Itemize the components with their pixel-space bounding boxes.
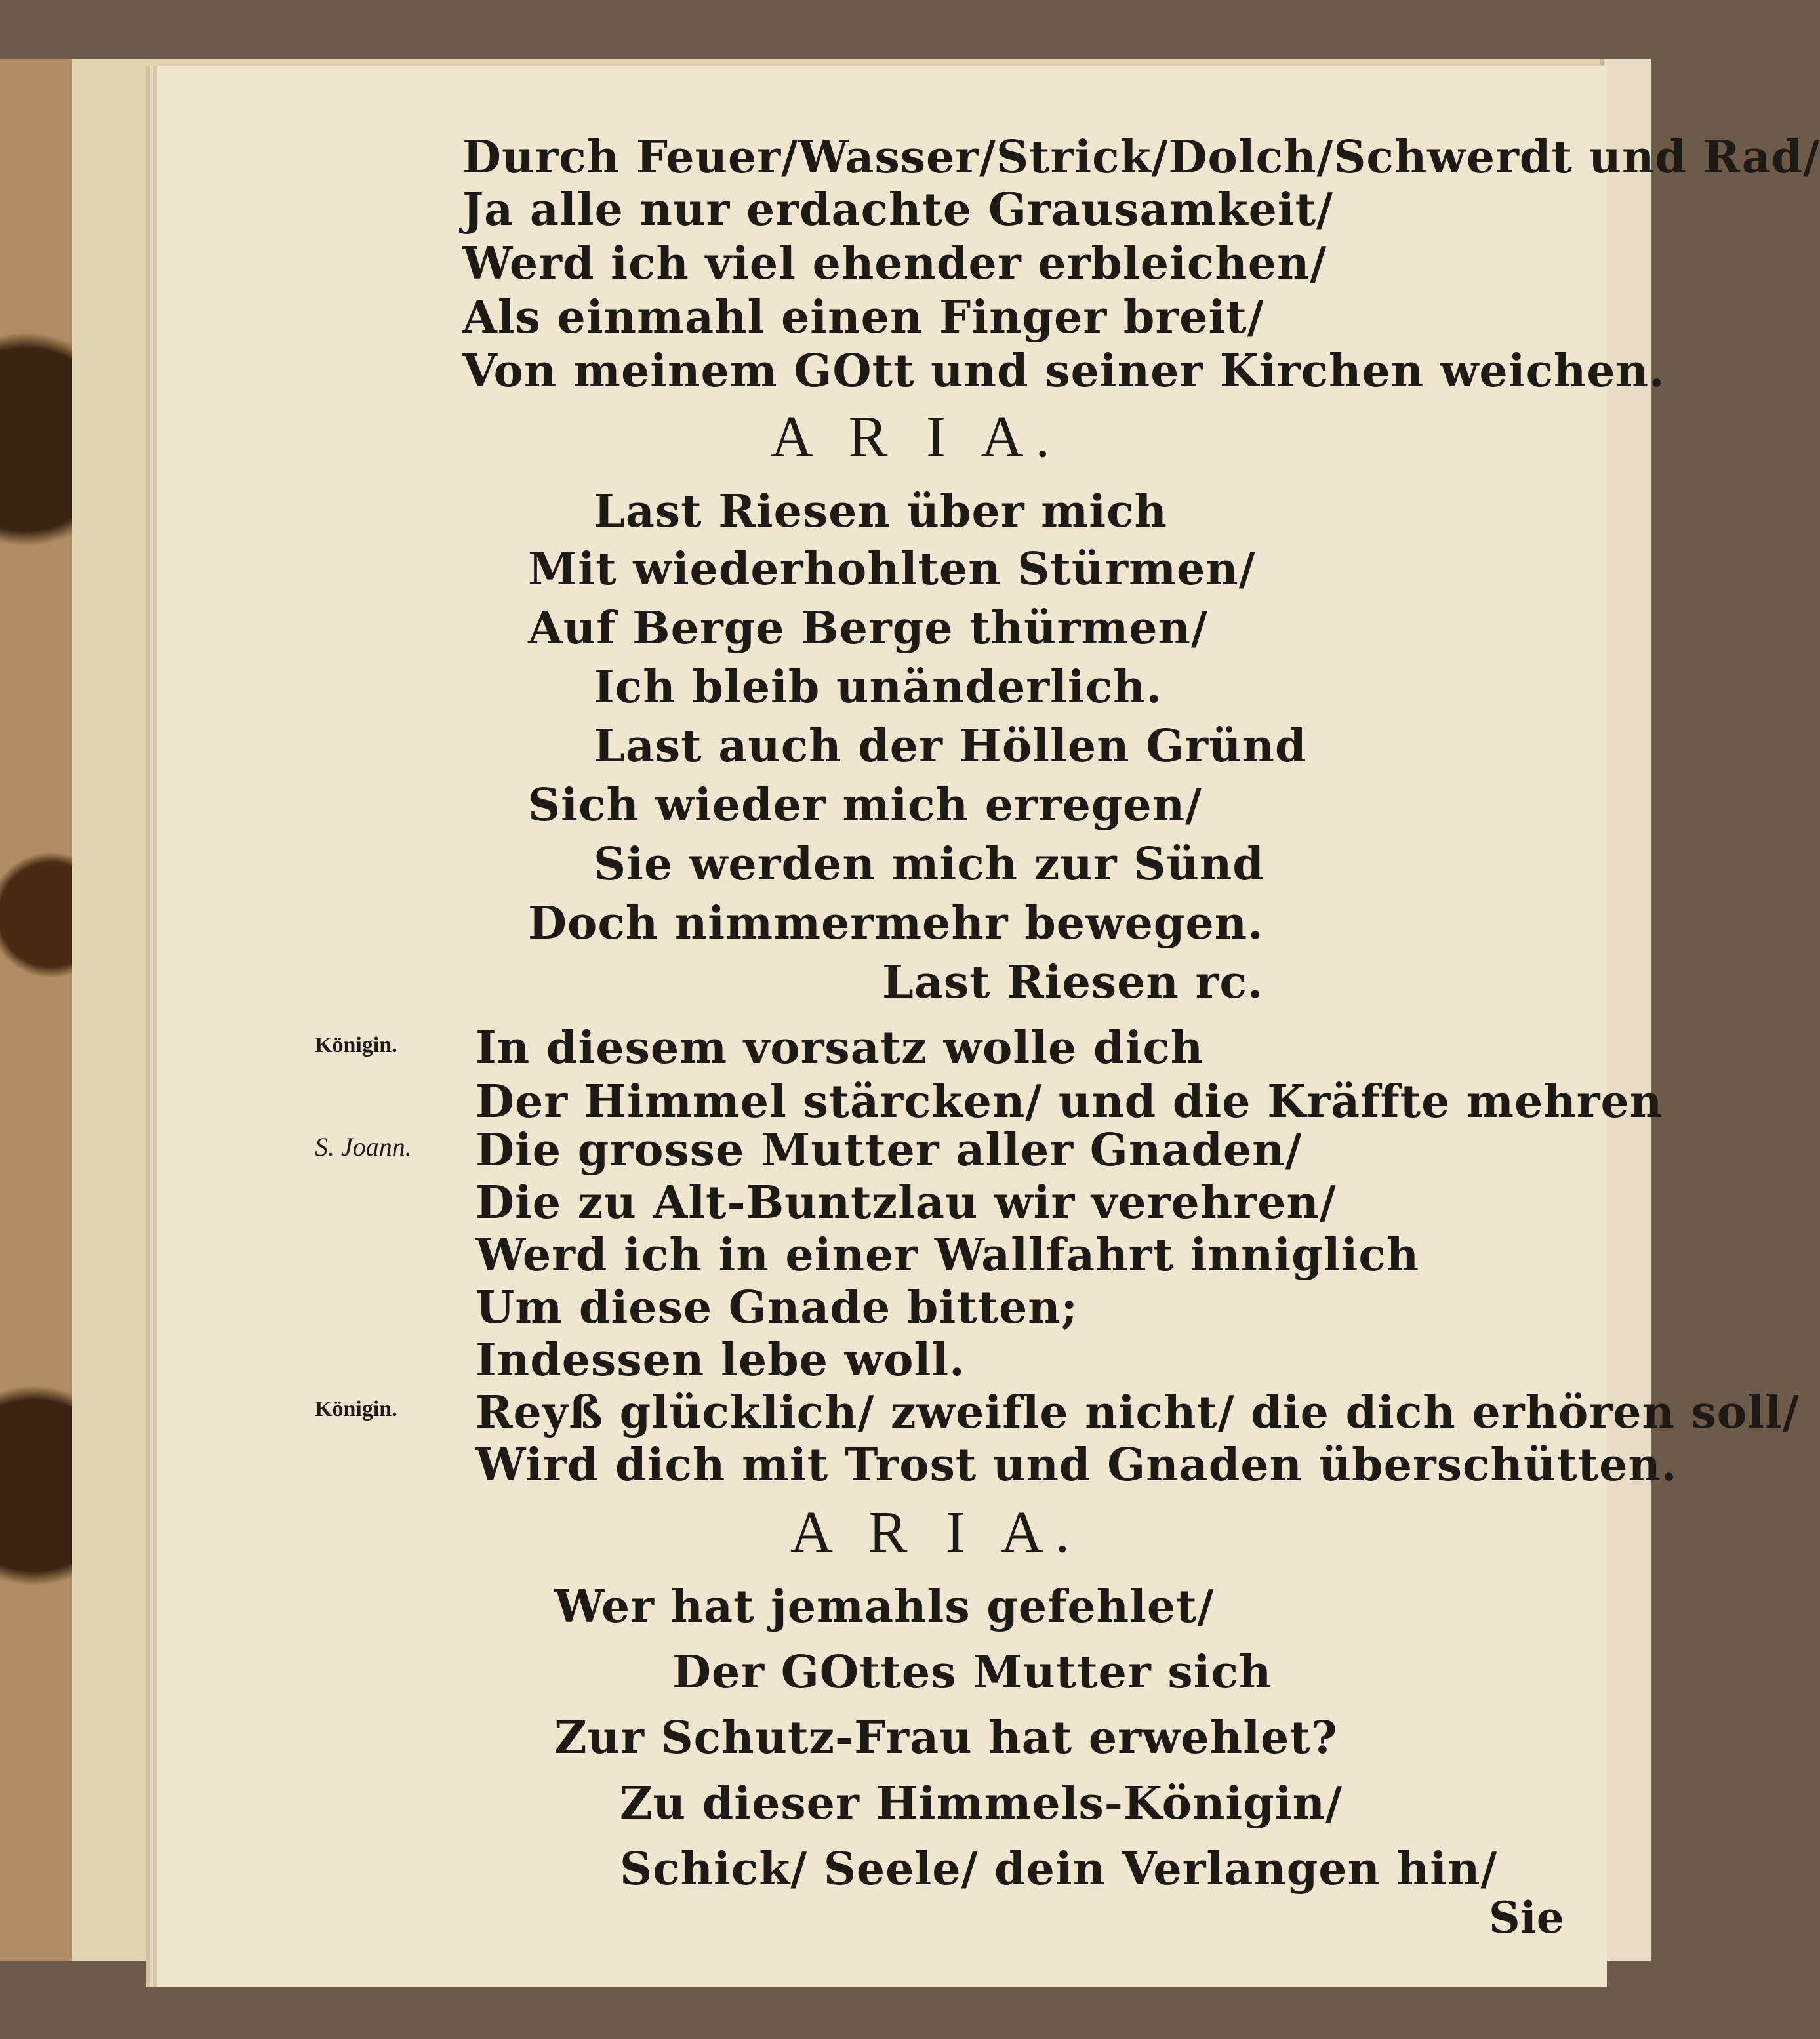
aria-heading: A R I A. [771, 405, 1062, 470]
text-line: Reyß glücklich/ zweifle nicht/ die dich erhören soll/ [475, 1386, 1800, 1439]
text-line: Von meinem GOtt und seiner Kirchen weichen. [462, 345, 1665, 397]
text-line: Indessen lebe woll. [475, 1334, 965, 1386]
aria-heading: A R I A. [790, 1500, 1082, 1565]
book-page [157, 66, 1820, 1987]
text-line: In diesem vorsatz wolle dich [475, 1022, 1204, 1074]
facing-page-edge [1600, 59, 1651, 1961]
aria-line: Doch nimmermehr bewegen. [528, 897, 1264, 950]
aria-line: Der GOttes Mutter sich [672, 1646, 1272, 1699]
text-line: Ja alle nur erdachte Grausamkeit/ [462, 184, 1333, 236]
aria-line: Mit wiederhohlten Stürmen/ [528, 543, 1256, 596]
text-line: Der Himmel stärcken/ und die Kräffte mehren [475, 1076, 1663, 1128]
aria-line: Sich wieder mich erregen/ [528, 779, 1202, 832]
speaker-label: Königin. [315, 1033, 397, 1057]
text-line: Die zu Alt-Buntzlau wir verehren/ [475, 1177, 1337, 1229]
text-line: Um diese Gnade bitten; [475, 1282, 1078, 1334]
aria-line: Sie werden mich zur Sünd [594, 838, 1264, 891]
text-line: Werd ich viel ehender erbleichen/ [462, 237, 1327, 290]
text-line: Durch Feuer/Wasser/Strick/Dolch/Schwerdt und Rad/ [462, 131, 1820, 184]
catchword: Sie [1489, 1892, 1564, 1943]
text-line: Die grosse Mutter aller Gnaden/ [475, 1124, 1303, 1177]
aria-line: Auf Berge Berge thürmen/ [528, 602, 1208, 655]
speaker-label: Königin. [315, 1397, 397, 1421]
aria-line: Wer hat jemahls gefehlet/ [554, 1581, 1215, 1633]
aria-line: Zur Schutz-Frau hat erwehlet? [554, 1712, 1338, 1764]
aria-line: Last auch der Höllen Gründ [594, 720, 1307, 773]
aria-line: Ich bleib unänderlich. [594, 661, 1163, 714]
text-line: Als einmahl einen Finger breit/ [462, 291, 1264, 344]
aria-line: Zu dieser Himmels-Königin/ [620, 1777, 1343, 1830]
aria-line: Last Riesen über mich [594, 485, 1167, 538]
aria-line: Schick/ Seele/ dein Verlangen hin/ [620, 1843, 1498, 1895]
aria-line: Last Riesen rc. [882, 956, 1264, 1009]
text-line: Werd ich in einer Wallfahrt inniglich [475, 1229, 1420, 1282]
speaker-label: S. Joann. [315, 1132, 412, 1161]
text-line: Wird dich mit Trost und Gnaden überschütten. [475, 1439, 1678, 1491]
